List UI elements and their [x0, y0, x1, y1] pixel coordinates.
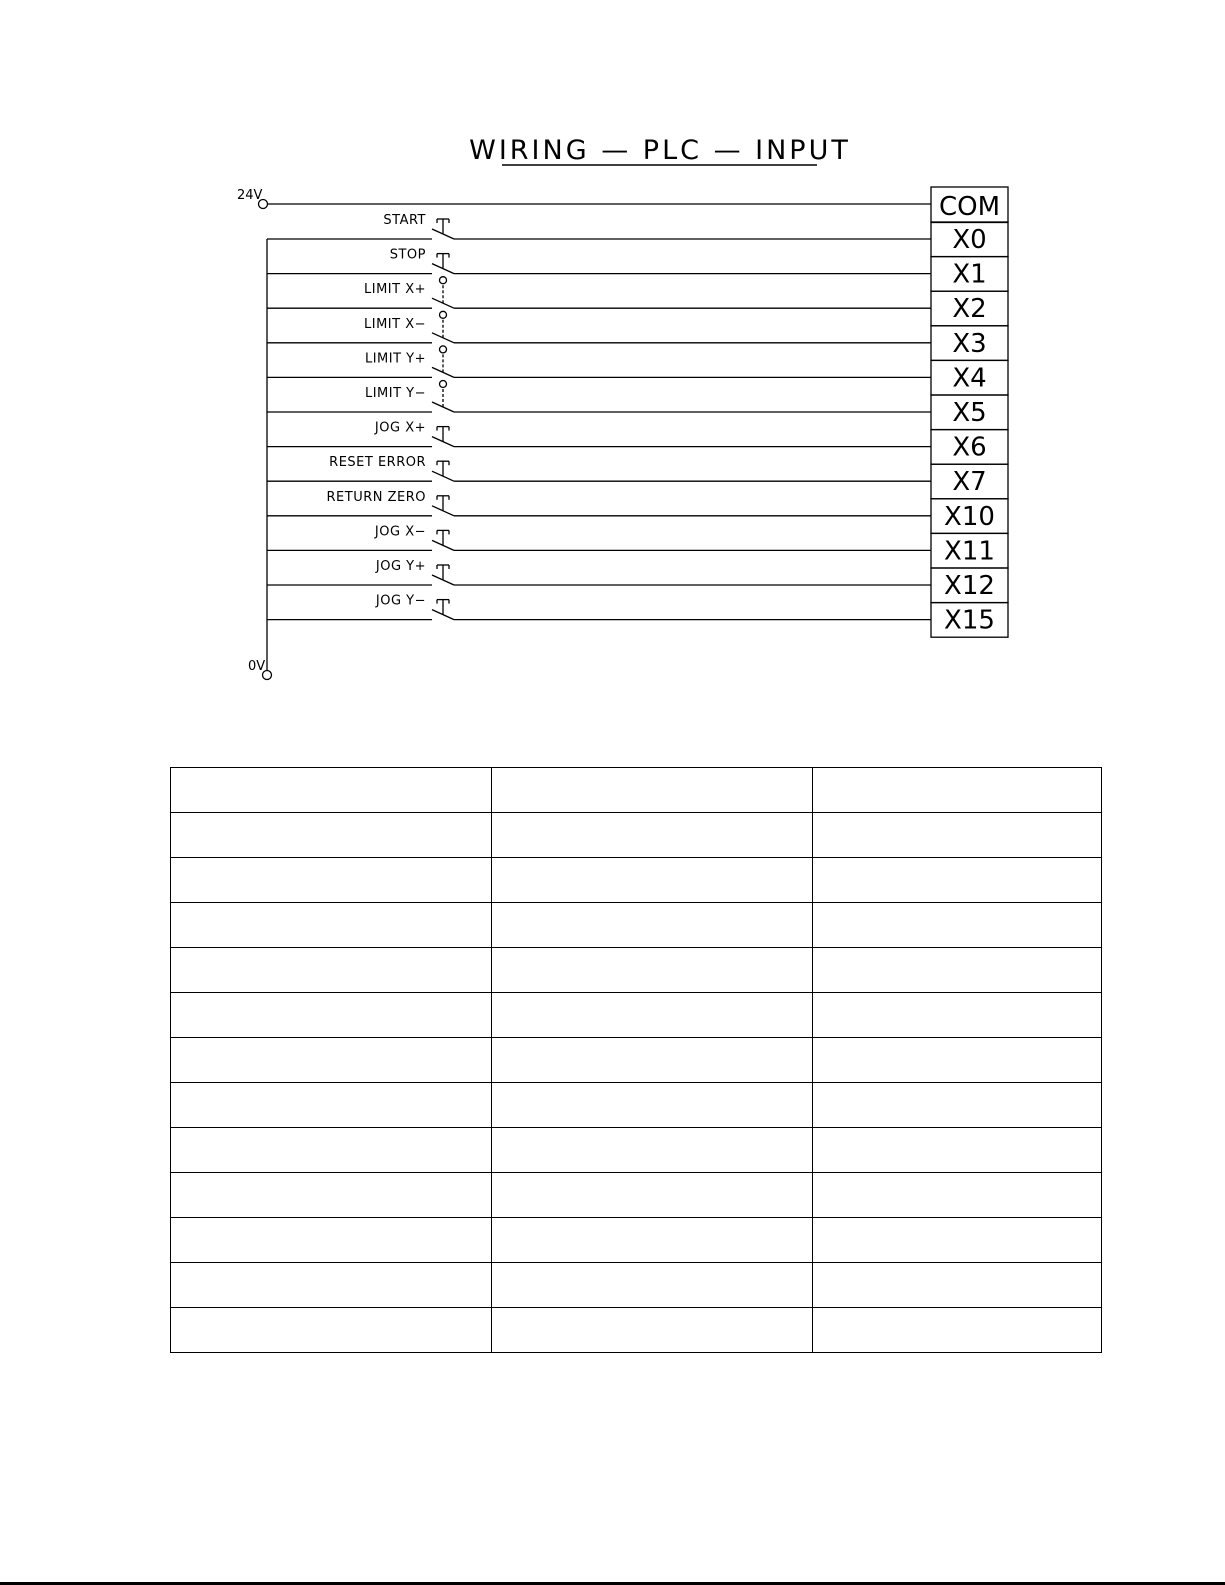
- terminal-label: X4: [952, 363, 987, 394]
- table-cell: [492, 948, 813, 993]
- pushbutton-switch-icon: [432, 565, 454, 585]
- table-cell: [171, 903, 492, 948]
- table-row: [171, 1308, 1102, 1353]
- diagram-title: WIRING — PLC — INPUT: [469, 135, 851, 166]
- table-cell: [492, 1038, 813, 1083]
- table-cell: [492, 768, 813, 813]
- table-cell: [171, 858, 492, 903]
- terminal-label: X2: [952, 294, 987, 325]
- table-cell: [813, 1263, 1102, 1308]
- table-row: [171, 1083, 1102, 1128]
- table-cell: [171, 1083, 492, 1128]
- table-cell: [813, 1173, 1102, 1218]
- table-row: [171, 1038, 1102, 1083]
- terminal-com-label: COM: [938, 192, 1001, 222]
- terminal-label: X12: [944, 571, 995, 601]
- table-cell: [813, 1308, 1102, 1353]
- table-cell: [813, 1128, 1102, 1173]
- supply-0v-label: 0V: [248, 659, 266, 674]
- table-cell: [171, 1173, 492, 1218]
- input-label: RETURN ZERO: [326, 489, 426, 505]
- table-cell: [813, 858, 1102, 903]
- table-cell: [171, 993, 492, 1038]
- table-row: [171, 1263, 1102, 1308]
- table-cell: [492, 1173, 813, 1218]
- input-label: STOP: [389, 247, 426, 263]
- input-label: RESET ERROR: [329, 455, 426, 471]
- table-cell: [813, 1038, 1102, 1083]
- terminal-label: X0: [952, 225, 987, 255]
- table-cell: [813, 993, 1102, 1038]
- table-row: [171, 948, 1102, 993]
- pushbutton-switch-icon: [432, 530, 454, 550]
- table-cell: [492, 1308, 813, 1353]
- table-row: [171, 813, 1102, 858]
- pushbutton-switch-icon: [432, 600, 454, 620]
- wiring-diagram: [0, 0, 1225, 720]
- table-cell: [813, 948, 1102, 993]
- table-row: [171, 1128, 1102, 1173]
- table-cell: [492, 1218, 813, 1263]
- table-cell: [813, 768, 1102, 813]
- table-cell: [813, 903, 1102, 948]
- input-labels: [237, 188, 426, 674]
- input-label: LIMIT Y−: [364, 386, 426, 401]
- table-cell: [492, 903, 813, 948]
- table-cell: [171, 1128, 492, 1173]
- input-label: LIMIT X+: [364, 282, 426, 298]
- table-cell: [171, 1218, 492, 1263]
- table-cell: [492, 993, 813, 1038]
- table-row: [171, 768, 1102, 813]
- input-label: LIMIT X−: [364, 316, 426, 332]
- terminal-label: X1: [952, 259, 987, 290]
- table-row: [171, 1173, 1102, 1218]
- table-cell: [813, 813, 1102, 858]
- table-cell: [813, 1083, 1102, 1128]
- terminal-label: X6: [952, 432, 987, 463]
- table-cell: [492, 1263, 813, 1308]
- terminal-label: X5: [952, 398, 987, 428]
- table-cell: [171, 1308, 492, 1353]
- terminal-label: X3: [952, 328, 987, 359]
- terminal-block: [931, 187, 1008, 637]
- input-label: LIMIT Y+: [364, 351, 426, 367]
- table-cell: [171, 813, 492, 858]
- table-cell: [492, 858, 813, 903]
- table-row: [171, 993, 1102, 1038]
- input-label: JOG Y+: [375, 559, 426, 574]
- pushbutton-switch-icon: [432, 427, 454, 447]
- supply-24v-label: 24V: [237, 188, 263, 203]
- pushbutton-switch-icon: [432, 219, 454, 239]
- table-cell: [171, 1263, 492, 1308]
- table-cell: [813, 1218, 1102, 1263]
- table-cell: [492, 1083, 813, 1128]
- terminal-label: X7: [952, 467, 987, 498]
- table-cell: [492, 1128, 813, 1173]
- limit-switch-icon: [432, 381, 454, 413]
- table-cell: [171, 948, 492, 993]
- switches: [432, 219, 454, 620]
- pushbutton-switch-icon: [432, 254, 454, 274]
- terminal-label: X15: [944, 605, 995, 636]
- terminal-label: X10: [944, 501, 995, 532]
- terminal-label: X11: [944, 536, 995, 567]
- table-row: [171, 858, 1102, 903]
- limit-switch-icon: [432, 311, 454, 343]
- table-row: [171, 1218, 1102, 1263]
- pushbutton-switch-icon: [432, 461, 454, 481]
- table-cell: [171, 768, 492, 813]
- io-table: [170, 767, 1102, 1353]
- input-label: JOG Y−: [375, 593, 426, 609]
- table-cell: [492, 813, 813, 858]
- table-row: [171, 903, 1102, 948]
- input-label: JOG X+: [374, 420, 426, 436]
- input-label: START: [383, 213, 426, 228]
- wires: [259, 200, 932, 680]
- table-cell: [171, 1038, 492, 1083]
- limit-switch-icon: [432, 277, 454, 309]
- pushbutton-switch-icon: [432, 496, 454, 516]
- limit-switch-icon: [432, 346, 454, 378]
- input-label: JOG X−: [374, 524, 426, 540]
